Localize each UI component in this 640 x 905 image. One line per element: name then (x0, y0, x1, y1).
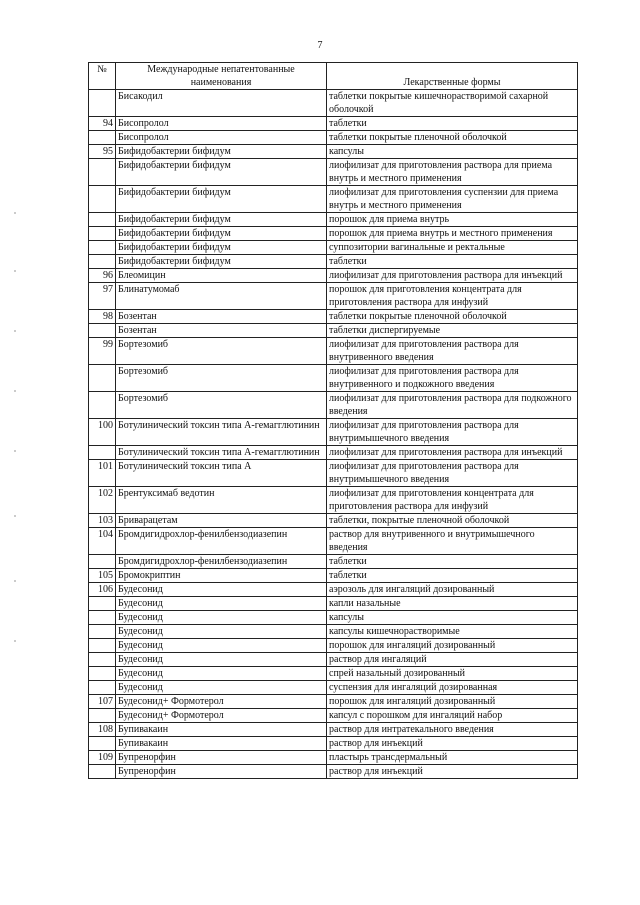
row-form: суспензия для ингаляций дозированная (327, 681, 578, 695)
table-row (89, 528, 578, 555)
row-name: Будесонид (116, 611, 327, 625)
drug-table (88, 62, 578, 779)
row-name: Бупивакаин (116, 737, 327, 751)
row-number: 109 (89, 751, 116, 765)
table-body (89, 90, 578, 779)
table-row (89, 569, 578, 583)
table-row (89, 611, 578, 625)
header-num: № (89, 63, 116, 90)
row-name: Бупренорфин (116, 765, 327, 779)
row-form: порошок для приема внутрь (327, 213, 578, 227)
row-form: капсулы кишечнорастворимые (327, 625, 578, 639)
row-number (89, 227, 116, 241)
row-name: Бортезомиб (116, 365, 327, 392)
row-form: лиофилизат для приготовления раствора для приема внутрь и местного применения (327, 159, 578, 186)
table-row (89, 227, 578, 241)
table-row (89, 269, 578, 283)
row-name: Бромокриптин (116, 569, 327, 583)
row-form: пластырь трансдермальный (327, 751, 578, 765)
table-row (89, 681, 578, 695)
row-number (89, 213, 116, 227)
row-number (89, 625, 116, 639)
row-number (89, 597, 116, 611)
row-number: 97 (89, 283, 116, 310)
row-number (89, 737, 116, 751)
row-form: лиофилизат для приготовления раствора для подкожного введения (327, 392, 578, 419)
binding-hole (14, 390, 16, 392)
row-name: Будесонид+ Формотерол (116, 695, 327, 709)
row-number (89, 765, 116, 779)
header-name: Международные непатентованные наименования (116, 63, 327, 90)
row-name: Будесонид (116, 681, 327, 695)
row-name: Бифидобактерии бифидум (116, 186, 327, 213)
page-number: 7 (317, 40, 323, 51)
row-number (89, 90, 116, 117)
binding-hole (14, 450, 16, 452)
table-row (89, 241, 578, 255)
row-name: Бупренорфин (116, 751, 327, 765)
row-number: 102 (89, 487, 116, 514)
binding-hole (14, 270, 16, 272)
row-number (89, 365, 116, 392)
table-row (89, 338, 578, 365)
row-number: 105 (89, 569, 116, 583)
binding-hole (14, 515, 16, 517)
row-number: 107 (89, 695, 116, 709)
row-form: капсулы (327, 145, 578, 159)
row-form: аэрозоль для ингаляций дозированный (327, 583, 578, 597)
table-row (89, 597, 578, 611)
row-form: лиофилизат для приготовления раствора для внутривенного введения (327, 338, 578, 365)
table-row (89, 737, 578, 751)
row-name: Ботулинический токсин типа А (116, 460, 327, 487)
row-name: Блинатумомаб (116, 283, 327, 310)
table-row (89, 310, 578, 324)
table-row (89, 639, 578, 653)
binding-hole (14, 580, 16, 582)
row-form: порошок для приготовления концентрата для приготовления раствора для инфузий (327, 283, 578, 310)
binding-hole (14, 640, 16, 642)
row-number (89, 611, 116, 625)
row-name: Бупивакаин (116, 723, 327, 737)
row-number: 98 (89, 310, 116, 324)
row-name: Будесонид (116, 583, 327, 597)
row-form: лиофилизат для приготовления раствора для внутривенного и подкожного введения (327, 365, 578, 392)
row-form: лиофилизат для приготовления раствора для внутримышечного введения (327, 419, 578, 446)
row-form: раствор для инъекций (327, 765, 578, 779)
row-name: Бисопролол (116, 117, 327, 131)
table-row (89, 695, 578, 709)
table-row (89, 765, 578, 779)
row-form: раствор для внутривенного и внутримышечного введения (327, 528, 578, 555)
row-number: 94 (89, 117, 116, 131)
table-row (89, 460, 578, 487)
table-row (89, 392, 578, 419)
table-row (89, 583, 578, 597)
table-row (89, 446, 578, 460)
row-number: 100 (89, 419, 116, 446)
row-form: таблетки покрытые пленочной оболочкой (327, 131, 578, 145)
row-form: таблетки покрытые пленочной оболочкой (327, 310, 578, 324)
row-number (89, 159, 116, 186)
table-row (89, 159, 578, 186)
row-name: Будесонид (116, 625, 327, 639)
row-name: Бифидобактерии бифидум (116, 241, 327, 255)
row-name: Бифидобактерии бифидум (116, 145, 327, 159)
table-row (89, 709, 578, 723)
row-number (89, 446, 116, 460)
row-form: лиофилизат для приготовления раствора для инъекций (327, 446, 578, 460)
table-row (89, 487, 578, 514)
table-row (89, 365, 578, 392)
row-name: Будесонид (116, 653, 327, 667)
table-row (89, 723, 578, 737)
row-number: 104 (89, 528, 116, 555)
table-row (89, 653, 578, 667)
row-form: лиофилизат для приготовления концентрата для приготовления раствора для инфузий (327, 487, 578, 514)
row-name: Бозентан (116, 310, 327, 324)
row-number (89, 667, 116, 681)
row-name: Будесонид+ Формотерол (116, 709, 327, 723)
row-form: суппозитории вагинальные и ректальные (327, 241, 578, 255)
table-row (89, 625, 578, 639)
table-row (89, 667, 578, 681)
row-number: 108 (89, 723, 116, 737)
row-form: раствор для ингаляций (327, 653, 578, 667)
binding-hole (14, 212, 16, 214)
row-form: капли назальные (327, 597, 578, 611)
row-form: таблетки (327, 555, 578, 569)
row-number (89, 131, 116, 145)
table-row (89, 751, 578, 765)
table-row (89, 131, 578, 145)
row-form: порошок для ингаляций дозированный (327, 695, 578, 709)
row-name: Бромдигидрохлор-фенилбензодиазепин (116, 528, 327, 555)
row-name: Бисакодил (116, 90, 327, 117)
row-number (89, 186, 116, 213)
row-form: раствор для инъекций (327, 737, 578, 751)
row-name: Ботулинический токсин типа А-гемагглютинин (116, 446, 327, 460)
row-name: Брентуксимаб ведотин (116, 487, 327, 514)
table-row (89, 419, 578, 446)
row-name: Будесонид (116, 667, 327, 681)
row-number: 99 (89, 338, 116, 365)
row-form: порошок для ингаляций дозированный (327, 639, 578, 653)
row-number: 106 (89, 583, 116, 597)
row-number (89, 255, 116, 269)
row-form: лиофилизат для приготовления раствора для внутримышечного введения (327, 460, 578, 487)
table-header-row (89, 63, 578, 90)
row-form: таблетки (327, 569, 578, 583)
table-row (89, 186, 578, 213)
row-name: Будесонид (116, 597, 327, 611)
row-name: Бортезомиб (116, 392, 327, 419)
row-name: Ботулинический токсин типа А-гемагглютинин (116, 419, 327, 446)
row-form: таблетки (327, 117, 578, 131)
binding-hole (14, 330, 16, 332)
row-number (89, 324, 116, 338)
row-form: капсулы (327, 611, 578, 625)
row-name: Бифидобактерии бифидум (116, 227, 327, 241)
row-number: 95 (89, 145, 116, 159)
row-number: 103 (89, 514, 116, 528)
row-number (89, 681, 116, 695)
table-row (89, 145, 578, 159)
table-row (89, 283, 578, 310)
row-number (89, 709, 116, 723)
row-name: Бифидобактерии бифидум (116, 255, 327, 269)
row-name: Бриварацетам (116, 514, 327, 528)
row-name: Бромдигидрохлор-фенилбензодиазепин (116, 555, 327, 569)
row-form: порошок для приема внутрь и местного применения (327, 227, 578, 241)
row-number: 96 (89, 269, 116, 283)
row-number: 101 (89, 460, 116, 487)
table-row (89, 255, 578, 269)
row-number (89, 639, 116, 653)
row-form: таблетки, покрытые пленочной оболочкой (327, 514, 578, 528)
row-name: Бортезомиб (116, 338, 327, 365)
row-number (89, 555, 116, 569)
row-name: Бифидобактерии бифидум (116, 159, 327, 186)
table-row (89, 555, 578, 569)
row-number (89, 392, 116, 419)
header-form: Лекарственные формы (327, 63, 578, 90)
row-name: Будесонид (116, 639, 327, 653)
row-name: Блеомицин (116, 269, 327, 283)
table-row (89, 324, 578, 338)
row-number (89, 653, 116, 667)
row-form: лиофилизат для приготовления раствора для инъекций (327, 269, 578, 283)
row-form: капсул с порошком для ингаляций набор (327, 709, 578, 723)
row-form: лиофилизат для приготовления суспензии для приема внутрь и местного применения (327, 186, 578, 213)
row-form: таблетки покрытые кишечнорастворимой сахарной оболочкой (327, 90, 578, 117)
table-row (89, 514, 578, 528)
table-row (89, 90, 578, 117)
table-row (89, 117, 578, 131)
binding-holes (14, 0, 20, 905)
row-form: таблетки диспергируемые (327, 324, 578, 338)
table-row (89, 213, 578, 227)
row-form: спрей назальный дозированный (327, 667, 578, 681)
row-name: Бисопролол (116, 131, 327, 145)
row-form: таблетки (327, 255, 578, 269)
row-number (89, 241, 116, 255)
row-name: Бифидобактерии бифидум (116, 213, 327, 227)
row-form: раствор для интратекального введения (327, 723, 578, 737)
row-name: Бозентан (116, 324, 327, 338)
